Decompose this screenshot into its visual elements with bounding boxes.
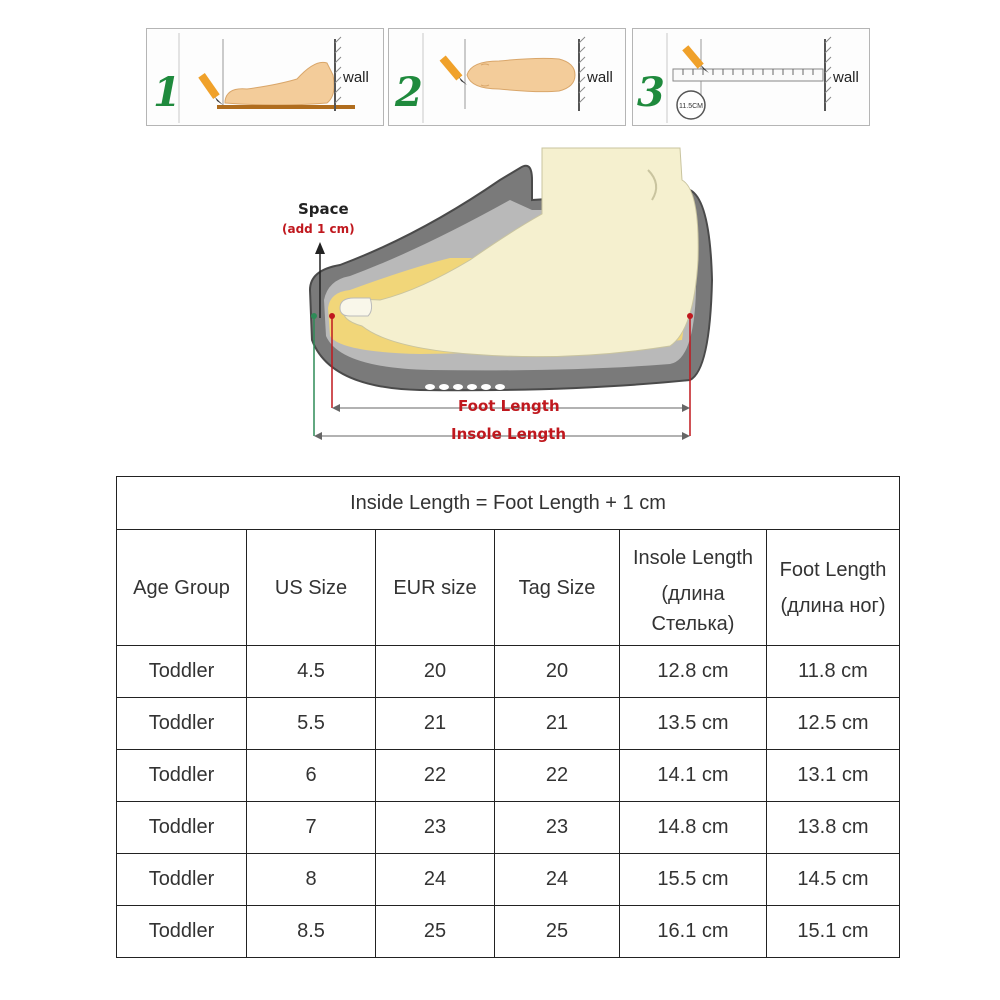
table-header-row: [117, 530, 900, 646]
cell-eur-size: 23: [376, 802, 495, 854]
header-insole-length: [620, 530, 767, 646]
cell-age-group: Toddler: [117, 854, 247, 906]
cell-age-group: Toddler: [117, 698, 247, 750]
cell-tag-size: 24: [495, 854, 620, 906]
table-caption-row: [117, 477, 900, 530]
cell-insole-length: 14.8 cm: [620, 802, 767, 854]
space-arrow-icon: [315, 242, 325, 254]
cell-us-size: 5.5: [247, 698, 376, 750]
table-row: [117, 646, 900, 698]
cell-eur-size: 21: [376, 698, 495, 750]
step-number: 3: [637, 69, 665, 116]
ruler-badge: 11.5CM: [679, 103, 703, 110]
step-3-panel: [632, 28, 870, 126]
header-age-group: Age Group: [117, 530, 247, 646]
cell-foot-length: 11.8 cm: [767, 646, 900, 698]
step-number: 1: [153, 69, 181, 116]
cell-us-size: 6: [247, 750, 376, 802]
step-number: 2: [395, 69, 423, 116]
pencil-icon: [440, 55, 467, 85]
shoe-diagram: [270, 140, 730, 450]
cell-tag-size: 23: [495, 802, 620, 854]
cell-tag-size: 20: [495, 646, 620, 698]
size-chart-table: [116, 476, 900, 958]
cell-tag-size: 21: [495, 698, 620, 750]
cell-insole-length: 16.1 cm: [620, 906, 767, 958]
foot-length-label: Foot Length: [458, 397, 560, 415]
cell-eur-size: 24: [376, 854, 495, 906]
cell-foot-length: 13.8 cm: [767, 802, 900, 854]
cell-us-size: 4.5: [247, 646, 376, 698]
table-row: [117, 802, 900, 854]
wall-label: wall: [833, 69, 859, 86]
cell-foot-length: 14.5 cm: [767, 854, 900, 906]
header-eur-size: EUR size: [376, 530, 495, 646]
space-sub-label: (add 1 cm): [282, 222, 355, 236]
cell-tag-size: 22: [495, 750, 620, 802]
cell-age-group: Toddler: [117, 802, 247, 854]
cell-age-group: Toddler: [117, 906, 247, 958]
table-caption: Inside Length = Foot Length + 1 cm: [117, 477, 900, 530]
cell-tag-size: 25: [495, 906, 620, 958]
step-2-panel: [388, 28, 626, 126]
header-foot-length: [767, 530, 900, 646]
header-insole-line: Стелька): [651, 612, 735, 635]
header-foot-line: (длина ног): [780, 594, 886, 617]
cell-insole-length: 13.5 cm: [620, 698, 767, 750]
header-insole-line: Insole Length: [632, 546, 754, 569]
cell-insole-length: 15.5 cm: [620, 854, 767, 906]
wall-label: wall: [587, 69, 613, 86]
cell-foot-length: 12.5 cm: [767, 698, 900, 750]
cell-us-size: 8: [247, 854, 376, 906]
cell-eur-size: 20: [376, 646, 495, 698]
cell-insole-length: 14.1 cm: [620, 750, 767, 802]
header-tag-size: Tag Size: [495, 530, 620, 646]
wall-label: wall: [343, 69, 369, 86]
cell-eur-size: 25: [376, 906, 495, 958]
pencil-icon: [198, 73, 223, 105]
cell-foot-length: 15.1 cm: [767, 906, 900, 958]
cell-us-size: 7: [247, 802, 376, 854]
table-row: [117, 854, 900, 906]
cell-insole-length: 12.8 cm: [620, 646, 767, 698]
header-foot-line: Foot Length: [779, 558, 887, 581]
space-label: Space: [298, 200, 349, 218]
table-body: [117, 646, 900, 958]
cell-age-group: Toddler: [117, 646, 247, 698]
header-us-size: US Size: [247, 530, 376, 646]
header-insole-line: (длина: [661, 582, 725, 605]
step-1-panel: [146, 28, 384, 126]
cell-age-group: Toddler: [117, 750, 247, 802]
cell-foot-length: 13.1 cm: [767, 750, 900, 802]
measurement-steps: [146, 28, 870, 128]
table-row: [117, 698, 900, 750]
insole-length-label: Insole Length: [451, 425, 567, 443]
table-row: [117, 906, 900, 958]
table-row: [117, 750, 900, 802]
cell-eur-size: 22: [376, 750, 495, 802]
cell-us-size: 8.5: [247, 906, 376, 958]
